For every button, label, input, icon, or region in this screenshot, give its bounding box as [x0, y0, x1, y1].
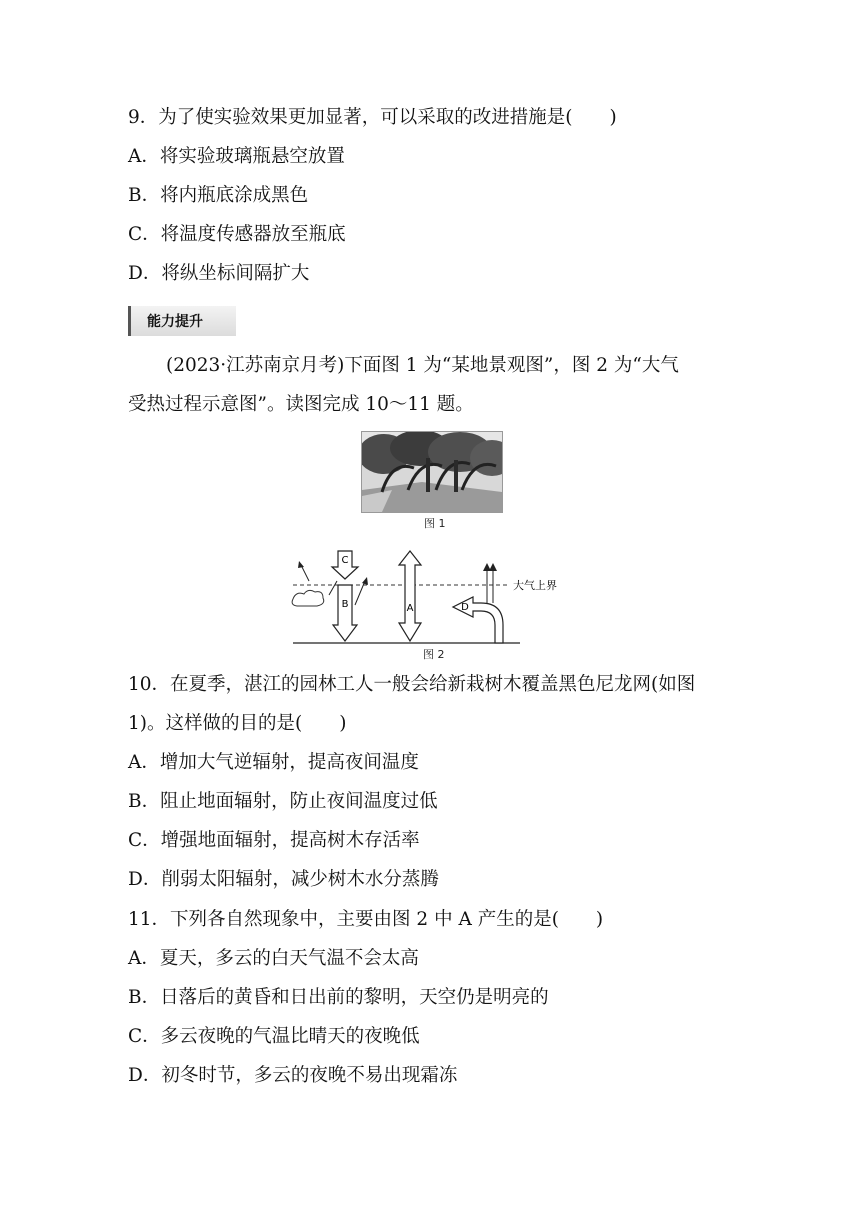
atmosphere-top-label: 大气上界 [513, 579, 557, 592]
q11-stem: 11．下列各自然现象中，主要由图 2 中 A 产生的是( ) [128, 909, 604, 930]
arrow-d-label: D [461, 602, 469, 613]
landscape-photo-graphic [362, 432, 502, 512]
figure-2-diagram [285, 545, 585, 645]
reflect-arrow-left [301, 565, 309, 581]
figure-1-caption: 图 1 [424, 517, 446, 530]
arrow-a [399, 551, 421, 641]
q9-stem: 9．为了使实验效果更加显著，可以采取的改进措施是( ) [128, 107, 617, 128]
q11-option-b: B．日落后的黄昏和日出前的黎明，天空仍是明亮的 [128, 987, 549, 1008]
q11-option-a: A．夏天，多云的白天气温不会太高 [128, 948, 419, 969]
cloud-icon [292, 590, 324, 606]
q11-option-c: C．多云夜晚的气温比晴天的夜晚低 [128, 1026, 420, 1047]
q9-option-b: B．将内瓶底涂成黑色 [128, 185, 309, 206]
scatter-arrow [329, 581, 337, 595]
q10-option-d: D．削弱太阳辐射，减少树木水分蒸腾 [128, 869, 439, 890]
q9-option-a: A．将实验玻璃瓶悬空放置 [128, 146, 345, 167]
intro-line-2: 受热过程示意图”。读图完成 10～11 题。 [128, 394, 474, 415]
figure-1-photo [361, 431, 503, 513]
figure-2-caption: 图 2 [423, 648, 445, 661]
section-heading [128, 306, 236, 336]
q10-stem-line-2: 1)。这样做的目的是( ) [128, 713, 347, 734]
arrow-a-label: A [406, 603, 414, 614]
arrow-b-label: B [341, 599, 349, 610]
q10-option-a: A．增加大气逆辐射，提高夜间温度 [128, 752, 419, 773]
q10-option-c: C．增强地面辐射，提高树木存活率 [128, 830, 420, 851]
intro-line-1: (2023·江苏南京月考)下面图 1 为“某地景观图”，图 2 为“大气 [166, 355, 679, 376]
arrow-c-label: C [341, 555, 349, 566]
arrow-b [333, 585, 357, 641]
q10-stem-line-1: 10．在夏季，湛江的园林工人一般会给新栽树木覆盖黑色尼龙网(如图 [128, 674, 696, 695]
q10-option-b: B．阻止地面辐射，防止夜间温度过低 [128, 791, 438, 812]
q9-option-c: C．将温度传感器放至瓶底 [128, 224, 346, 245]
section-heading-label: 能力提升 [147, 314, 203, 330]
q9-option-d: D．将纵坐标间隔扩大 [128, 263, 310, 284]
q11-option-d: D．初冬时节，多云的夜晚不易出现霜冻 [128, 1065, 458, 1086]
